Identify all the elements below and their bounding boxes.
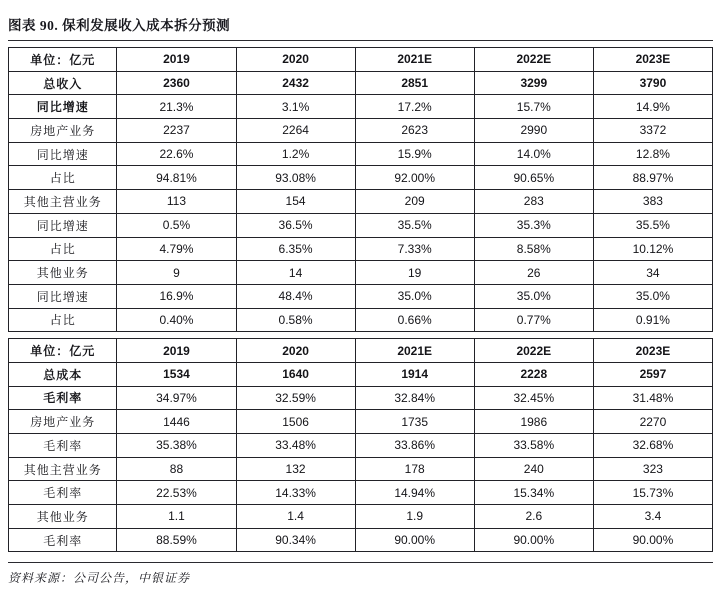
value-cell: 35.38% xyxy=(117,434,236,458)
value-cell: 34.97% xyxy=(117,386,236,410)
row-label: 占比 xyxy=(9,166,117,190)
table-row xyxy=(9,505,713,529)
table-row xyxy=(9,481,713,505)
cost-table xyxy=(8,338,713,552)
value-cell: 15.34% xyxy=(474,481,593,505)
row-label: 房地产业务 xyxy=(9,410,117,434)
value-cell: 1986 xyxy=(474,410,593,434)
value-cell: 1914 xyxy=(355,362,474,386)
value-cell: 0.66% xyxy=(355,308,474,332)
value-cell: 7.33% xyxy=(355,237,474,261)
value-cell: 17.2% xyxy=(355,95,474,119)
row-label: 其他主营业务 xyxy=(9,190,117,214)
year-header-cell: 2022E xyxy=(474,339,593,363)
table-row xyxy=(9,142,713,166)
row-label: 毛利率 xyxy=(9,434,117,458)
value-cell: 2237 xyxy=(117,119,236,143)
value-cell: 90.00% xyxy=(474,528,593,552)
unit-header-cell: 单位：亿元 xyxy=(9,48,117,72)
figure-title: 图表 90. 保利发展收入成本拆分预测 xyxy=(8,14,713,41)
table-row xyxy=(9,528,713,552)
table-row xyxy=(9,410,713,434)
value-cell: 36.5% xyxy=(236,213,355,237)
value-cell: 1.1 xyxy=(117,505,236,529)
value-cell: 0.91% xyxy=(593,308,712,332)
value-cell: 1534 xyxy=(117,362,236,386)
value-cell: 88 xyxy=(117,457,236,481)
value-cell: 2432 xyxy=(236,71,355,95)
table-row xyxy=(9,95,713,119)
table-row xyxy=(9,261,713,285)
value-cell: 90.00% xyxy=(593,528,712,552)
value-cell: 35.0% xyxy=(474,284,593,308)
value-cell: 2.6 xyxy=(474,505,593,529)
source-note: 资料来源：公司公告，中银证券 xyxy=(8,562,713,586)
value-cell: 6.35% xyxy=(236,237,355,261)
value-cell: 93.08% xyxy=(236,166,355,190)
row-label: 同比增速 xyxy=(9,213,117,237)
value-cell: 3.1% xyxy=(236,95,355,119)
value-cell: 0.40% xyxy=(117,308,236,332)
value-cell: 32.45% xyxy=(474,386,593,410)
row-label: 毛利率 xyxy=(9,481,117,505)
value-cell: 0.77% xyxy=(474,308,593,332)
value-cell: 8.58% xyxy=(474,237,593,261)
value-cell: 32.59% xyxy=(236,386,355,410)
value-cell: 15.73% xyxy=(593,481,712,505)
value-cell: 16.9% xyxy=(117,284,236,308)
value-cell: 178 xyxy=(355,457,474,481)
value-cell: 12.8% xyxy=(593,142,712,166)
value-cell: 383 xyxy=(593,190,712,214)
value-cell: 3790 xyxy=(593,71,712,95)
value-cell: 4.79% xyxy=(117,237,236,261)
value-cell: 2228 xyxy=(474,362,593,386)
value-cell: 32.84% xyxy=(355,386,474,410)
value-cell: 2270 xyxy=(593,410,712,434)
value-cell: 1.2% xyxy=(236,142,355,166)
value-cell: 2360 xyxy=(117,71,236,95)
value-cell: 33.86% xyxy=(355,434,474,458)
value-cell: 15.7% xyxy=(474,95,593,119)
value-cell: 35.0% xyxy=(593,284,712,308)
year-header-cell: 2020 xyxy=(236,48,355,72)
table-row xyxy=(9,237,713,261)
year-header-cell: 2021E xyxy=(355,48,474,72)
value-cell: 1640 xyxy=(236,362,355,386)
table-row xyxy=(9,308,713,332)
value-cell: 3.4 xyxy=(593,505,712,529)
year-header-cell: 2023E xyxy=(593,339,712,363)
row-label: 总收入 xyxy=(9,71,117,95)
table-row xyxy=(9,434,713,458)
value-cell: 113 xyxy=(117,190,236,214)
value-cell: 94.81% xyxy=(117,166,236,190)
row-label: 总成本 xyxy=(9,362,117,386)
table-header-row xyxy=(9,339,713,363)
value-cell: 132 xyxy=(236,457,355,481)
table-row xyxy=(9,166,713,190)
value-cell: 323 xyxy=(593,457,712,481)
value-cell: 34 xyxy=(593,261,712,285)
value-cell: 154 xyxy=(236,190,355,214)
value-cell: 14.94% xyxy=(355,481,474,505)
row-label: 占比 xyxy=(9,308,117,332)
value-cell: 9 xyxy=(117,261,236,285)
value-cell: 2851 xyxy=(355,71,474,95)
value-cell: 33.48% xyxy=(236,434,355,458)
value-cell: 10.12% xyxy=(593,237,712,261)
value-cell: 1.9 xyxy=(355,505,474,529)
table-row xyxy=(9,457,713,481)
row-label: 其他业务 xyxy=(9,505,117,529)
value-cell: 26 xyxy=(474,261,593,285)
unit-header-cell: 单位：亿元 xyxy=(9,339,117,363)
value-cell: 3372 xyxy=(593,119,712,143)
value-cell: 0.5% xyxy=(117,213,236,237)
row-label: 其他主营业务 xyxy=(9,457,117,481)
year-header-cell: 2021E xyxy=(355,339,474,363)
year-header-cell: 2023E xyxy=(593,48,712,72)
value-cell: 240 xyxy=(474,457,593,481)
row-label: 同比增速 xyxy=(9,142,117,166)
year-header-cell: 2019 xyxy=(117,339,236,363)
value-cell: 22.53% xyxy=(117,481,236,505)
row-label: 房地产业务 xyxy=(9,119,117,143)
value-cell: 0.58% xyxy=(236,308,355,332)
value-cell: 90.65% xyxy=(474,166,593,190)
value-cell: 88.59% xyxy=(117,528,236,552)
value-cell: 1446 xyxy=(117,410,236,434)
row-label: 毛利率 xyxy=(9,386,117,410)
value-cell: 35.5% xyxy=(593,213,712,237)
row-label: 占比 xyxy=(9,237,117,261)
value-cell: 35.5% xyxy=(355,213,474,237)
table-row xyxy=(9,386,713,410)
value-cell: 14 xyxy=(236,261,355,285)
value-cell: 32.68% xyxy=(593,434,712,458)
year-header-cell: 2020 xyxy=(236,339,355,363)
value-cell: 35.0% xyxy=(355,284,474,308)
value-cell: 14.0% xyxy=(474,142,593,166)
value-cell: 92.00% xyxy=(355,166,474,190)
value-cell: 31.48% xyxy=(593,386,712,410)
value-cell: 3299 xyxy=(474,71,593,95)
report-page xyxy=(8,14,713,586)
value-cell: 19 xyxy=(355,261,474,285)
row-label: 其他业务 xyxy=(9,261,117,285)
value-cell: 33.58% xyxy=(474,434,593,458)
value-cell: 90.00% xyxy=(355,528,474,552)
row-label: 同比增速 xyxy=(9,95,117,119)
value-cell: 209 xyxy=(355,190,474,214)
value-cell: 15.9% xyxy=(355,142,474,166)
value-cell: 2990 xyxy=(474,119,593,143)
value-cell: 2623 xyxy=(355,119,474,143)
table-row xyxy=(9,284,713,308)
value-cell: 14.33% xyxy=(236,481,355,505)
value-cell: 2597 xyxy=(593,362,712,386)
table-row xyxy=(9,213,713,237)
value-cell: 22.6% xyxy=(117,142,236,166)
table-header-row xyxy=(9,48,713,72)
value-cell: 2264 xyxy=(236,119,355,143)
row-label: 同比增速 xyxy=(9,284,117,308)
table-row xyxy=(9,119,713,143)
value-cell: 88.97% xyxy=(593,166,712,190)
value-cell: 1506 xyxy=(236,410,355,434)
value-cell: 283 xyxy=(474,190,593,214)
year-header-cell: 2019 xyxy=(117,48,236,72)
value-cell: 1735 xyxy=(355,410,474,434)
revenue-table xyxy=(8,47,713,332)
table-row xyxy=(9,362,713,386)
value-cell: 48.4% xyxy=(236,284,355,308)
value-cell: 90.34% xyxy=(236,528,355,552)
value-cell: 1.4 xyxy=(236,505,355,529)
value-cell: 35.3% xyxy=(474,213,593,237)
year-header-cell: 2022E xyxy=(474,48,593,72)
table-row xyxy=(9,190,713,214)
value-cell: 14.9% xyxy=(593,95,712,119)
row-label: 毛利率 xyxy=(9,528,117,552)
value-cell: 21.3% xyxy=(117,95,236,119)
table-row xyxy=(9,71,713,95)
